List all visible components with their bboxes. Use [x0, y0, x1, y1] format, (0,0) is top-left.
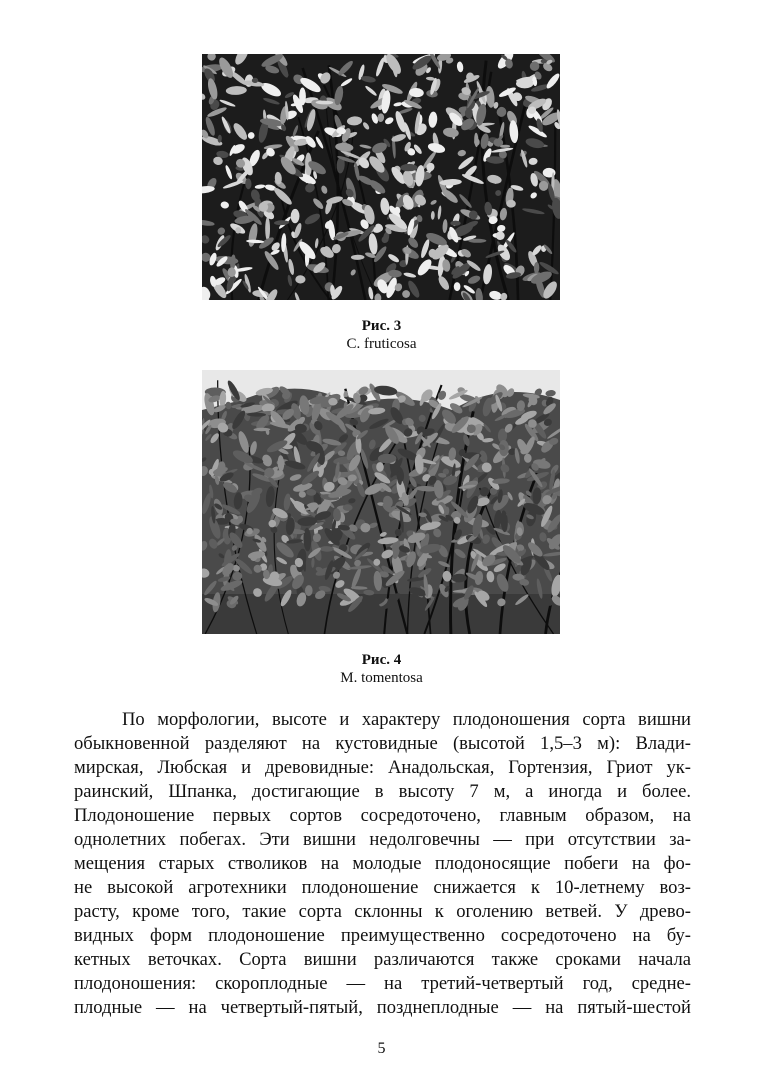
paragraph-line: расту, кроме того, такие сорта склонны к оголению ветвей. У древо- [74, 901, 691, 922]
paragraph-line: видных форм плодоношение преимущественно сосредоточено на бу- [74, 925, 691, 946]
figure-4-photo [202, 370, 560, 634]
paragraph-line: обыкновенной разделяют на кустовидные (высотой 1,5–3 м): Влади- [74, 733, 691, 754]
figure-3-number: Рис. 3 [361, 318, 402, 334]
paragraph-line: не высокой агротехники плодоношение снижается к 10-летнему воз- [74, 877, 691, 898]
paragraph-line: кетных веточках. Сорта вишни различаются также сроками начала [74, 949, 691, 970]
figure-3-caption [0, 317, 763, 353]
figure-4-caption [0, 651, 763, 687]
paragraph-line: однолетних побегах. Эти вишни недолговечны — при отсутствии за- [74, 829, 691, 850]
shrub-leaves-photo [202, 54, 560, 300]
paragraph-line: Плодоношение первых сортов сосредоточено, главным образом, на [74, 805, 691, 826]
figure-3-photo [202, 54, 560, 300]
paragraph-line: По морфологии, высоте и характеру плодоношения сорта вишни [122, 709, 691, 730]
shrub-photo [202, 370, 560, 634]
body-paragraph [74, 708, 691, 1020]
figure-4-number: Рис. 4 [361, 652, 402, 668]
figure-4-name: M. tomentosa [340, 670, 423, 686]
paragraph-line: плодоношения: скороплодные — на третий-четвертый год, средне- [74, 973, 691, 994]
figure-3-name: C. fruticosa [346, 336, 417, 352]
paragraph-line: раинский, Шпанка, достигающие в высоту 7 м, а иногда и более. [74, 781, 691, 802]
page-number: 5 [377, 1040, 386, 1057]
paragraph-line: плодные — на четвертый-пятый, позднеплодные — на пятый-шестой [74, 997, 691, 1018]
paragraph-line: мирская, Любская и древовидные: Анадольская, Гортензия, Гриот ук- [74, 757, 691, 778]
paragraph-line: мещения старых стволиков на молодые плодоносящие побеги на фо- [74, 853, 691, 874]
